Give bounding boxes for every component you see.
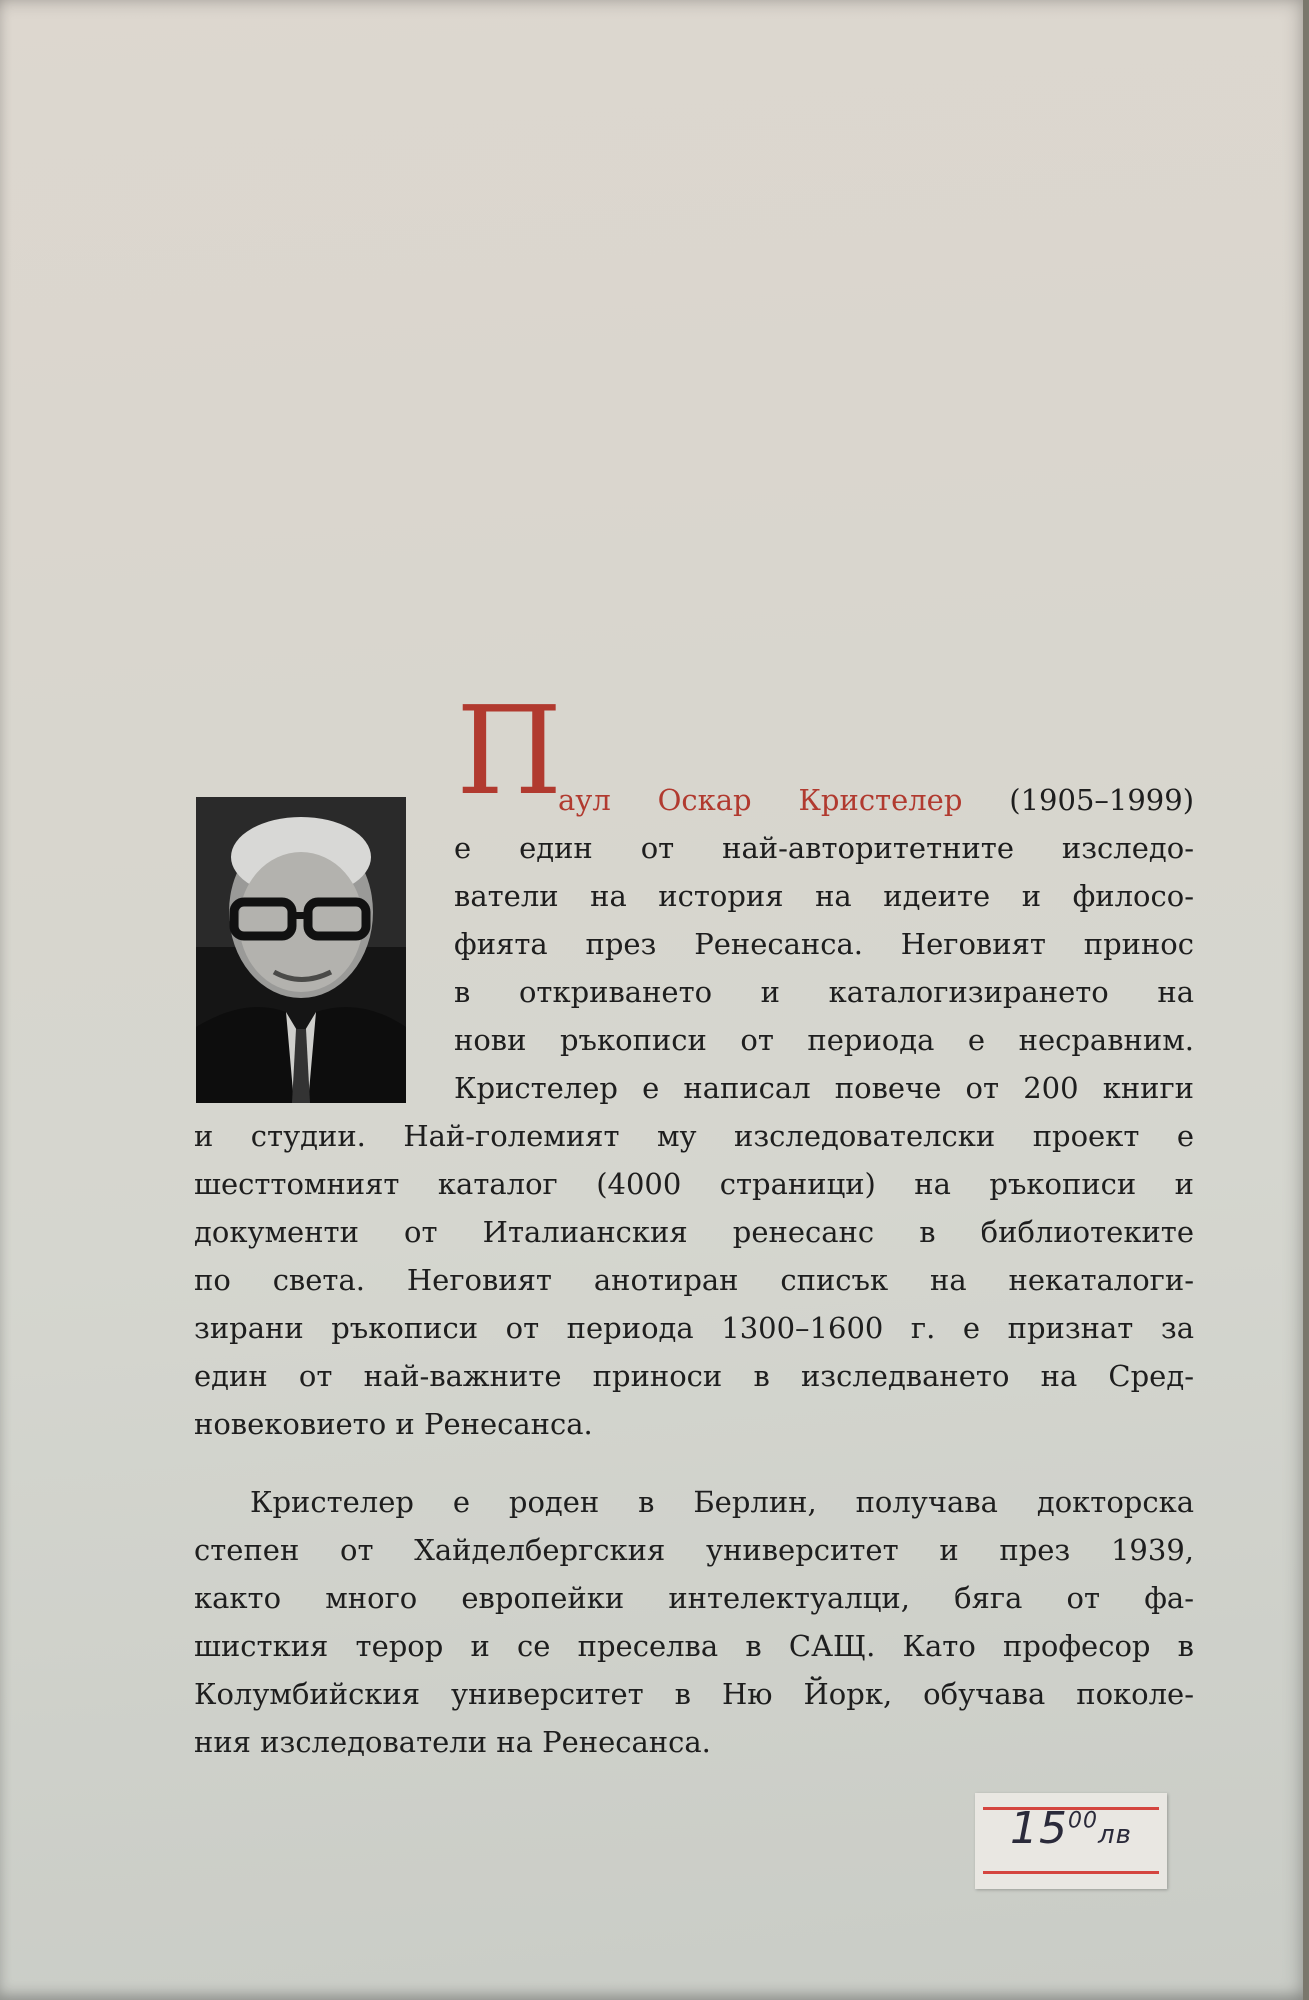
author-portrait-image [196,797,406,1103]
cover-edge [1303,0,1309,2000]
bio-line: шисткия терор и се преселва в САЩ. Като професор в [194,1629,1194,1663]
bio-line: документи от Италианския ренесанс в библиотеките [194,1215,1194,1249]
bio-line: Кристелер е роден в Берлин, получава докторска [250,1485,1194,1519]
bio-line: ния изследователи на Ренесанса. [194,1725,711,1759]
price-cents: 00 [1068,1808,1099,1834]
bio-line: ватели на история на идеите и филосо- [454,879,1194,913]
price-currency: лв [1098,1820,1132,1850]
author-portrait [196,797,406,1103]
bio-line: Колумбийския университет в Ню Йорк, обучава поколе- [194,1677,1194,1711]
bio-line: Кристелер е написал повече от 200 книги [454,1071,1194,1105]
price-label [985,1803,1157,1854]
bio-first-line [558,778,1194,822]
bio-line: новековието и Ренесанса. [194,1407,593,1441]
price-rule-bottom [983,1871,1159,1874]
author-years: (1905–1999) [1009,783,1195,817]
bio-line: нови ръкописи от периода е несравним. [454,1023,1194,1057]
bio-line: е един от най-авторитетните изследо- [454,831,1194,865]
author-name: аул Оскар Кристелер [558,783,963,817]
bio-line: шесттомният каталог (4000 страници) на ръкописи и [194,1167,1194,1201]
bio-line: един от най-важните приноси в изследването на Сред- [194,1359,1194,1393]
bio-line: зирани ръкописи от периода 1300–1600 г. е признат за [194,1311,1194,1345]
bio-line: в откриването и каталогизирането на [454,975,1194,1009]
bio-line: и студии. Най-големият му изследователски проект е [194,1119,1194,1153]
bio-line: както много европейки интелектуалци, бяга от фа- [194,1581,1194,1615]
bio-line: по света. Неговият анотиран списък на некаталоги- [194,1263,1194,1297]
bio-line: фията през Ренесанса. Неговият принос [454,927,1194,961]
bio-line: степен от Хайделбергския университет и през 1939, [194,1533,1194,1567]
price-amount: 15 [1010,1803,1069,1854]
price-sticker [975,1793,1167,1889]
drop-cap-letter: П [456,680,563,822]
